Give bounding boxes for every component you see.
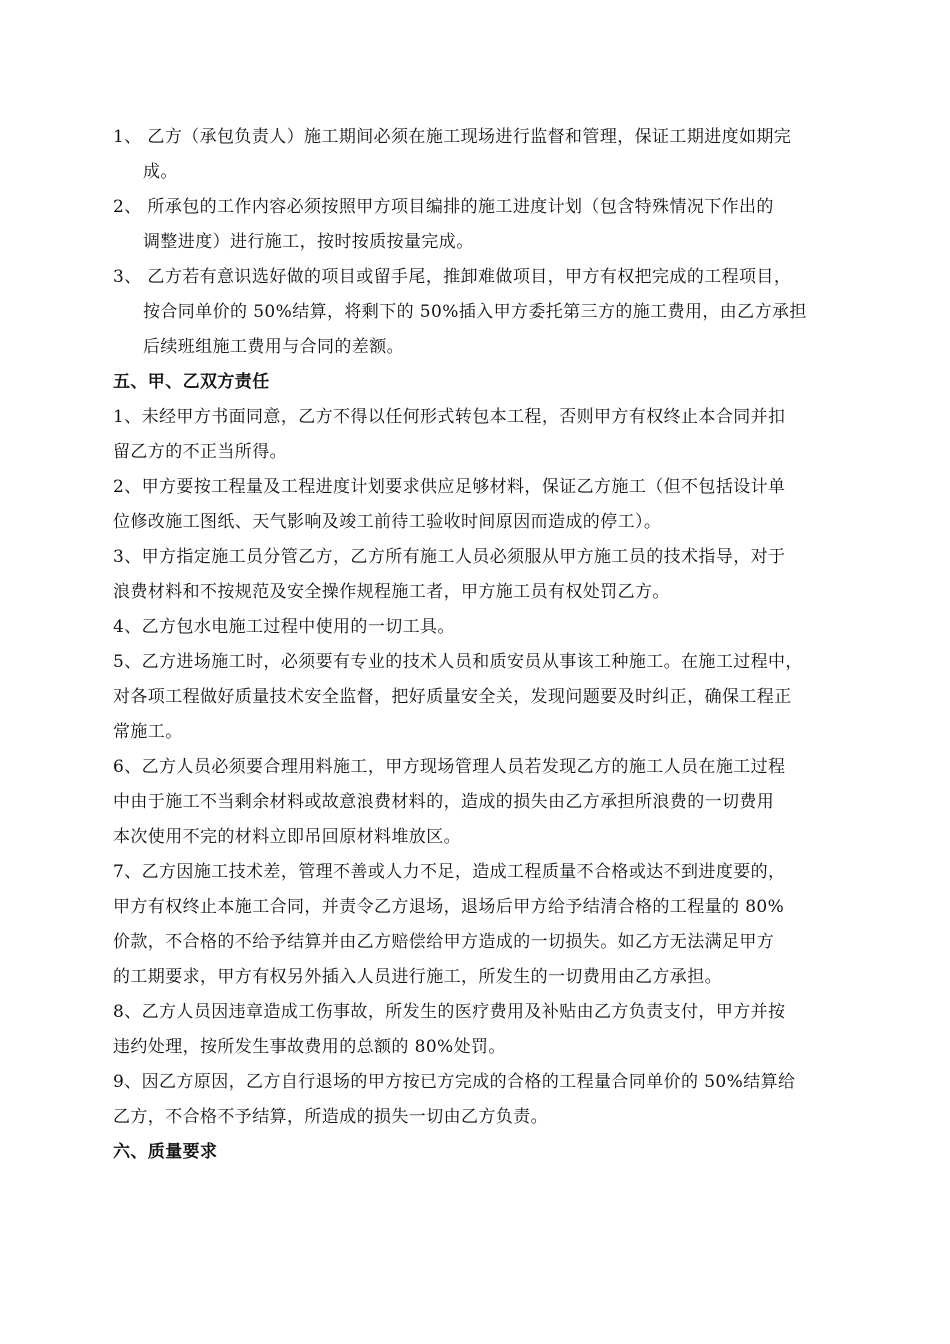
text-line: 本次使用不完的材料立即吊回原材料堆放区。 bbox=[113, 827, 461, 847]
text-line: 违约处理，按所发生事故费用的总额的 80%处罚。 bbox=[113, 1037, 506, 1057]
list-item bbox=[113, 1065, 845, 1135]
text-line: 位修改施工图纸、天气影响及竣工前待工验收时间原因而造成的停工）。 bbox=[113, 512, 662, 532]
text-line: 6、乙方人员必须要合理用料施工，甲方现场管理人员若发现乙方的施工人员在施工过程 bbox=[113, 757, 786, 777]
text-line: 留乙方的不正当所得。 bbox=[113, 442, 287, 462]
text-line: 中由于施工不当剩余材料或故意浪费材料的，造成的损失由乙方承担所浪费的一切费用 bbox=[113, 792, 775, 812]
list-item bbox=[113, 750, 845, 855]
text-line: 甲方有权终止本施工合同，并责令乙方退场，退场后甲方给予结清合格的工程量的 80% bbox=[113, 897, 785, 917]
list-item bbox=[113, 995, 845, 1065]
list-item bbox=[113, 855, 845, 995]
list-item bbox=[113, 260, 845, 365]
text-line: 3、 乙方若有意识选好做的项目或留手尾，推卸难做项目，甲方有权把完成的工程项目， bbox=[113, 267, 792, 287]
list-item bbox=[113, 120, 845, 190]
text-line: 1、未经甲方书面同意，乙方不得以任何形式转包本工程，否则甲方有权终止本合同并扣 bbox=[113, 407, 786, 427]
text-line: 9、因乙方原因，乙方自行退场的甲方按已方完成的合格的工程量合同单价的 50%结算给 bbox=[113, 1072, 796, 1092]
text-line: 对各项工程做好质量技术安全监督，把好质量安全关，发现问题要及时纠正，确保工程正 bbox=[113, 687, 792, 707]
list-item bbox=[113, 470, 845, 540]
text-line: 的工期要求，甲方有权另外插入人员进行施工，所发生的一切费用由乙方承担。 bbox=[113, 967, 722, 987]
text-line: 常施工。 bbox=[113, 722, 183, 742]
text-line: 8、乙方人员因违章造成工伤事故，所发生的医疗费用及补贴由乙方负责支付，甲方并按 bbox=[113, 1002, 786, 1022]
list-item bbox=[113, 610, 845, 645]
text-line: 乙方，不合格不予结算，所造成的损失一切由乙方负责。 bbox=[113, 1107, 548, 1127]
text-line: 2、 所承包的工作内容必须按照甲方项目编排的施工进度计划（包含特殊情况下作出的 bbox=[113, 197, 774, 217]
text-line: 3、甲方指定施工员分管乙方，乙方所有施工人员必须服从甲方施工员的技术指导，对于 bbox=[113, 547, 786, 567]
text-line: 成。 bbox=[143, 162, 178, 182]
section-heading: 六、质量要求 bbox=[113, 1142, 218, 1162]
text-line: 2、甲方要按工程量及工程进度计划要求供应足够材料，保证乙方施工（但不包括设计单 bbox=[113, 477, 786, 497]
text-line: 5、乙方进场施工时，必须要有专业的技术人员和质安员从事该工种施工。在施工过程中， bbox=[113, 652, 803, 672]
text-line: 后续班组施工费用与合同的差额。 bbox=[143, 337, 404, 357]
text-line: 7、乙方因施工技术差，管理不善或人力不足，造成工程质量不合格或达不到进度要的， bbox=[113, 862, 786, 882]
text-line: 按合同单价的 50%结算，将剩下的 50%插入甲方委托第三方的施工费用，由乙方承担 bbox=[143, 302, 807, 322]
text-line: 4、乙方包水电施工过程中使用的一切工具。 bbox=[113, 617, 455, 637]
text-line: 1、 乙方（承包负责人）施工期间必须在施工现场进行监督和管理，保证工期进度如期完 bbox=[113, 127, 792, 147]
list-item bbox=[113, 540, 845, 610]
list-item bbox=[113, 645, 845, 750]
text-line: 浪费材料和不按规范及安全操作规程施工者，甲方施工员有权处罚乙方。 bbox=[113, 582, 670, 602]
section-heading: 五、甲、乙双方责任 bbox=[113, 372, 270, 392]
document-body bbox=[113, 120, 845, 1170]
text-line: 价款，不合格的不给予结算并由乙方赔偿给甲方造成的一切损失。如乙方无法满足甲方 bbox=[113, 932, 775, 952]
text-line: 调整进度）进行施工，按时按质按量完成。 bbox=[143, 232, 474, 252]
list-item bbox=[113, 400, 845, 470]
list-item bbox=[113, 190, 845, 260]
